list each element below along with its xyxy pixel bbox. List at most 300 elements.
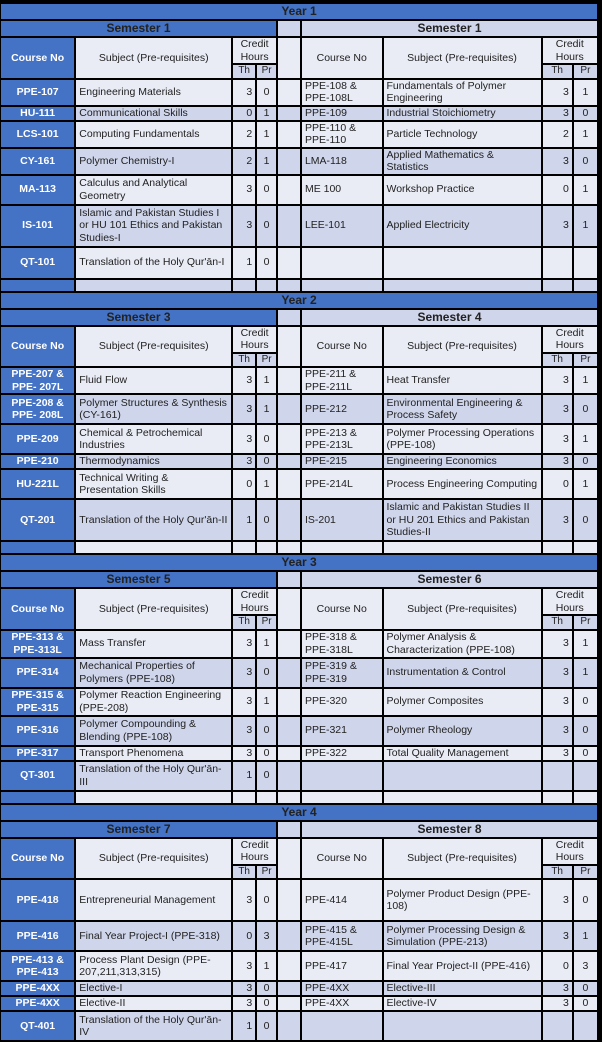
practical-hours-cell: 1	[574, 368, 597, 393]
practical-hours-cell: 0	[257, 1012, 276, 1040]
course-no-cell: PPE-4XX	[1, 997, 74, 1010]
practical-hours-cell: 3	[574, 952, 597, 980]
theory-hours-cell: 0	[233, 470, 255, 498]
practical-hours-cell: 0	[574, 717, 597, 745]
theory-hours-cell: 3	[233, 631, 255, 657]
theory-hours-cell: 2	[233, 149, 255, 174]
theory-hours-cell: 3	[233, 425, 255, 453]
practical-hours-cell: 0	[257, 248, 276, 278]
spacer	[278, 327, 300, 367]
subject-cell: Engineering Economics	[384, 455, 541, 468]
course-no-header-left: Course No	[1, 38, 74, 78]
semester-title-right: Semester 8	[302, 822, 597, 837]
theory-hours-cell: 1	[233, 762, 255, 790]
theory-hours-cell: 3	[233, 952, 255, 980]
theory-hours-cell: 3	[543, 659, 572, 687]
practical-hours-cell: 0	[257, 176, 276, 204]
course-no-cell: CY-161	[1, 149, 74, 174]
course-no-cell	[302, 1012, 382, 1040]
spacer	[278, 762, 300, 790]
credit-hours-header-left: Credit Hours	[233, 589, 276, 614]
course-row	[1, 80, 597, 105]
spacer	[278, 839, 300, 879]
theory-hours-cell: 3	[543, 395, 572, 423]
practical-hours-cell: 1	[574, 206, 597, 246]
course-no-cell: PPE-207 & PPE- 207L	[1, 368, 74, 393]
theory-hours-cell: 3	[233, 455, 255, 468]
theory-hours-cell	[543, 1012, 572, 1040]
subject-cell: Polymer Rheology	[384, 717, 541, 745]
practical-hours-cell: 0	[574, 455, 597, 468]
subject-cell: Islamic and Pakistan Studies I or HU 101 Ethics and Pakistan Studies-I	[76, 206, 231, 246]
practical-hours-cell: 0	[257, 997, 276, 1010]
course-no-cell: PPE-418	[1, 880, 74, 920]
theory-hours-cell: 3	[543, 425, 572, 453]
pr-header-left: Pr	[257, 866, 276, 879]
spacer	[278, 149, 300, 174]
subject-cell: Instrumentation & Control	[384, 659, 541, 687]
course-no-cell: PPE-209	[1, 425, 74, 453]
practical-hours-cell: 0	[257, 425, 276, 453]
subject-cell: Polymer Processing Design & Simulation (PPE-213)	[384, 922, 541, 950]
empty-cell	[302, 280, 382, 291]
year-table	[0, 553, 599, 805]
subject-cell: Thermodynamics	[76, 455, 231, 468]
course-no-cell: PPE-416	[1, 922, 74, 950]
practical-hours-cell	[574, 1012, 597, 1040]
course-row	[1, 1012, 597, 1040]
spacer	[278, 880, 300, 920]
course-row	[1, 922, 597, 950]
spacer	[278, 176, 300, 204]
empty-cell	[543, 792, 572, 803]
course-row	[1, 717, 597, 745]
subject-header-right: Subject (Pre-requisites)	[384, 589, 541, 629]
spacer	[278, 542, 300, 553]
course-no-cell: LMA-118	[302, 149, 382, 174]
subject-cell: Communicational Skills	[76, 107, 231, 120]
spacer	[278, 589, 300, 629]
course-no-cell: QT-301	[1, 762, 74, 790]
course-no-cell: PPE-318 & PPE-318L	[302, 631, 382, 657]
theory-hours-cell: 3	[233, 206, 255, 246]
theory-hours-cell: 3	[543, 982, 572, 995]
pr-header-right: Pr	[574, 354, 597, 367]
practical-hours-cell: 3	[257, 922, 276, 950]
empty-cell	[302, 542, 382, 553]
year-title: Year 1	[1, 4, 597, 19]
course-row	[1, 280, 597, 291]
semester-title-right: Semester 1	[302, 21, 597, 36]
theory-hours-cell: 3	[543, 107, 572, 120]
th-header-right: Th	[543, 616, 572, 629]
subject-cell: Elective-II	[76, 997, 231, 1010]
course-no-cell: QT-101	[1, 248, 74, 278]
theory-hours-cell: 3	[543, 455, 572, 468]
semester-title-right: Semester 6	[302, 572, 597, 587]
subject-cell: Process Engineering Computing	[384, 470, 541, 498]
course-no-cell: QT-201	[1, 500, 74, 540]
theory-hours-cell: 3	[233, 659, 255, 687]
practical-hours-cell: 1	[574, 176, 597, 204]
practical-hours-cell: 1	[574, 425, 597, 453]
semester-title-left: Semester 1	[1, 21, 276, 36]
subject-header-right: Subject (Pre-requisites)	[384, 38, 541, 78]
theory-hours-cell: 3	[543, 206, 572, 246]
theory-hours-cell	[543, 762, 572, 790]
spacer	[278, 952, 300, 980]
subject-cell	[384, 762, 541, 790]
theory-hours-cell: 0	[543, 470, 572, 498]
course-no-cell: PPE-212	[302, 395, 382, 423]
course-no-header-left: Course No	[1, 327, 74, 367]
spacer	[278, 368, 300, 393]
course-no-cell: QT-401	[1, 1012, 74, 1040]
subject-cell: Polymer Product Design (PPE-108)	[384, 880, 541, 920]
spacer	[278, 659, 300, 687]
course-no-cell: LCS-101	[1, 122, 74, 147]
theory-hours-cell: 3	[233, 80, 255, 105]
spacer	[278, 922, 300, 950]
empty-cell	[257, 280, 276, 291]
theory-hours-cell: 3	[543, 922, 572, 950]
subject-cell: Final Year Project-I (PPE-318)	[76, 922, 231, 950]
course-no-header-right: Course No	[302, 38, 382, 78]
credit-hours-header-right: Credit Hours	[543, 839, 597, 864]
theory-hours-cell: 3	[543, 689, 572, 715]
spacer	[278, 310, 300, 325]
course-no-header-left: Course No	[1, 839, 74, 879]
subject-cell: Elective-III	[384, 982, 541, 995]
subject-header-left: Subject (Pre-requisites)	[76, 38, 231, 78]
subject-cell: Industrial Stoichiometry	[384, 107, 541, 120]
course-row	[1, 248, 597, 278]
course-row	[1, 762, 597, 790]
theory-hours-cell: 3	[543, 80, 572, 105]
empty-cell	[1, 542, 74, 553]
th-header-left: Th	[233, 866, 255, 879]
course-no-cell: PPE-110 & PPE-110	[302, 122, 382, 147]
theory-hours-cell: 3	[543, 747, 572, 760]
subject-cell: Polymer Processing Operations (PPE-108)	[384, 425, 541, 453]
practical-hours-cell	[574, 248, 597, 278]
course-no-header-right: Course No	[302, 589, 382, 629]
practical-hours-cell: 1	[257, 395, 276, 423]
subject-cell: Polymer Reaction Engineering (PPE-208)	[76, 689, 231, 715]
subject-header-left: Subject (Pre-requisites)	[76, 839, 231, 879]
subject-cell: Heat Transfer	[384, 368, 541, 393]
course-no-cell: PPE-414	[302, 880, 382, 920]
spacer	[278, 997, 300, 1010]
practical-hours-cell: 1	[257, 689, 276, 715]
subject-cell: Final Year Project-II (PPE-416)	[384, 952, 541, 980]
practical-hours-cell: 1	[257, 952, 276, 980]
practical-hours-cell: 1	[257, 122, 276, 147]
course-no-cell: PPE-109	[302, 107, 382, 120]
spacer	[278, 470, 300, 498]
course-no-cell: PPE-315 & PPE-315	[1, 689, 74, 715]
year-table	[0, 2, 599, 293]
empty-cell	[1, 280, 74, 291]
course-no-header-right: Course No	[302, 327, 382, 367]
subject-cell: Engineering Materials	[76, 80, 231, 105]
subject-cell: Elective-IV	[384, 997, 541, 1010]
course-row	[1, 455, 597, 468]
empty-cell	[384, 280, 541, 291]
practical-hours-cell: 0	[257, 880, 276, 920]
spacer	[278, 1012, 300, 1040]
spacer	[278, 717, 300, 745]
credit-hours-header-left: Credit Hours	[233, 38, 276, 63]
spacer	[278, 689, 300, 715]
course-no-cell: IS-201	[302, 500, 382, 540]
course-row	[1, 880, 597, 920]
course-no-header-left: Course No	[1, 589, 74, 629]
credit-hours-header-right: Credit Hours	[543, 38, 597, 63]
year-title: Year 4	[1, 805, 597, 820]
course-row	[1, 206, 597, 246]
course-no-cell: PPE-317	[1, 747, 74, 760]
subject-cell: Translation of the Holy Qur'ān-II	[76, 500, 231, 540]
theory-hours-cell: 3	[233, 689, 255, 715]
practical-hours-cell: 0	[257, 659, 276, 687]
theory-hours-cell: 3	[543, 717, 572, 745]
course-no-cell: PPE-108 & PPE-108L	[302, 80, 382, 105]
spacer	[278, 792, 300, 803]
practical-hours-cell: 0	[574, 880, 597, 920]
subject-cell: Technical Writing & Presentation Skills	[76, 470, 231, 498]
empty-cell	[76, 280, 231, 291]
spacer	[278, 500, 300, 540]
year-table	[0, 291, 599, 556]
subject-cell: Computing Fundamentals	[76, 122, 231, 147]
practical-hours-cell: 0	[257, 982, 276, 995]
practical-hours-cell: 1	[574, 470, 597, 498]
empty-cell	[302, 792, 382, 803]
subject-header-left: Subject (Pre-requisites)	[76, 589, 231, 629]
theory-hours-cell: 3	[233, 368, 255, 393]
course-no-cell: PPE-415 & PPE-415L	[302, 922, 382, 950]
course-no-cell: PPE-208 & PPE- 208L	[1, 395, 74, 423]
subject-cell: Entrepreneurial Management	[76, 880, 231, 920]
subject-header-right: Subject (Pre-requisites)	[384, 839, 541, 879]
pr-header-right: Pr	[574, 866, 597, 879]
course-no-cell: PPE-316	[1, 717, 74, 745]
theory-hours-cell: 3	[233, 880, 255, 920]
practical-hours-cell: 0	[574, 689, 597, 715]
th-header-right: Th	[543, 866, 572, 879]
subject-cell	[384, 1012, 541, 1040]
spacer	[278, 822, 300, 837]
course-no-cell: MA-113	[1, 176, 74, 204]
pr-header-right: Pr	[574, 616, 597, 629]
subject-cell: Process Plant Design (PPE-207,211,313,315)	[76, 952, 231, 980]
theory-hours-cell: 3	[543, 997, 572, 1010]
course-no-cell: PPE-214L	[302, 470, 382, 498]
subject-cell: Fundamentals of Polymer Engineering	[384, 80, 541, 105]
theory-hours-cell: 3	[543, 631, 572, 657]
subject-cell: Workshop Practice	[384, 176, 541, 204]
spacer	[278, 122, 300, 147]
theory-hours-cell	[543, 248, 572, 278]
practical-hours-cell: 0	[574, 395, 597, 423]
spacer	[278, 280, 300, 291]
theory-hours-cell: 1	[233, 500, 255, 540]
practical-hours-cell: 0	[574, 982, 597, 995]
subject-cell	[384, 248, 541, 278]
practical-hours-cell: 1	[574, 80, 597, 105]
pr-header-left: Pr	[257, 354, 276, 367]
subject-cell: Translation of the Holy Qur'ān-IV	[76, 1012, 231, 1040]
course-row	[1, 149, 597, 174]
practical-hours-cell: 1	[257, 631, 276, 657]
course-row	[1, 952, 597, 980]
practical-hours-cell: 0	[257, 455, 276, 468]
course-no-cell: PPE-314	[1, 659, 74, 687]
practical-hours-cell: 1	[574, 631, 597, 657]
empty-cell	[233, 542, 255, 553]
practical-hours-cell: 0	[574, 997, 597, 1010]
course-row	[1, 107, 597, 120]
course-row	[1, 997, 597, 1010]
course-row	[1, 689, 597, 715]
course-row	[1, 631, 597, 657]
empty-cell	[543, 542, 572, 553]
semester-title-left: Semester 5	[1, 572, 276, 587]
course-no-cell	[302, 762, 382, 790]
spacer	[278, 80, 300, 105]
subject-cell: Translation of the Holy Qur'ān-III	[76, 762, 231, 790]
subject-header-right: Subject (Pre-requisites)	[384, 327, 541, 367]
course-row	[1, 470, 597, 498]
subject-cell: Elective-I	[76, 982, 231, 995]
course-no-cell: PPE-4XX	[1, 982, 74, 995]
course-no-cell	[302, 248, 382, 278]
practical-hours-cell: 0	[257, 717, 276, 745]
subject-cell: Particle Technology	[384, 122, 541, 147]
spacer	[278, 21, 300, 36]
practical-hours-cell: 1	[574, 122, 597, 147]
spacer	[278, 425, 300, 453]
subject-cell: Polymer Chemistry-I	[76, 149, 231, 174]
subject-cell: Total Quality Management	[384, 747, 541, 760]
pr-header-left: Pr	[257, 616, 276, 629]
spacer	[278, 107, 300, 120]
theory-hours-cell: 1	[233, 248, 255, 278]
empty-cell	[574, 792, 597, 803]
practical-hours-cell: 0	[574, 747, 597, 760]
course-no-cell: ME 100	[302, 176, 382, 204]
empty-cell	[384, 542, 541, 553]
practical-hours-cell: 0	[257, 747, 276, 760]
course-no-cell: PPE-213 & PPE-213L	[302, 425, 382, 453]
subject-cell: Fluid Flow	[76, 368, 231, 393]
theory-hours-cell: 3	[233, 997, 255, 1010]
course-no-cell: PPE-413 & PPE-413	[1, 952, 74, 980]
theory-hours-cell: 3	[233, 176, 255, 204]
course-row	[1, 792, 597, 803]
empty-cell	[257, 542, 276, 553]
subject-cell: Mass Transfer	[76, 631, 231, 657]
practical-hours-cell: 1	[257, 107, 276, 120]
spacer	[278, 38, 300, 78]
practical-hours-cell: 0	[574, 149, 597, 174]
course-no-cell: PPE-322	[302, 747, 382, 760]
course-no-header-right: Course No	[302, 839, 382, 879]
theory-hours-cell: 2	[543, 122, 572, 147]
course-row	[1, 747, 597, 760]
practical-hours-cell	[574, 762, 597, 790]
credit-hours-header-left: Credit Hours	[233, 327, 276, 352]
practical-hours-cell: 0	[257, 206, 276, 246]
theory-hours-cell: 3	[543, 149, 572, 174]
spacer	[278, 206, 300, 246]
credit-hours-header-right: Credit Hours	[543, 327, 597, 352]
spacer	[278, 455, 300, 468]
practical-hours-cell: 0	[257, 80, 276, 105]
semester-title-left: Semester 7	[1, 822, 276, 837]
year-title: Year 3	[1, 555, 597, 570]
course-row	[1, 176, 597, 204]
spacer	[278, 248, 300, 278]
course-no-cell: PPE-210	[1, 455, 74, 468]
empty-cell	[574, 542, 597, 553]
empty-cell	[1, 792, 74, 803]
course-no-cell: PPE-4XX	[302, 997, 382, 1010]
subject-cell: Mechanical Properties of Polymers (PPE-108)	[76, 659, 231, 687]
subject-cell: Polymer Composites	[384, 689, 541, 715]
subject-cell: Polymer Analysis & Characterization (PPE-108)	[384, 631, 541, 657]
empty-cell	[76, 542, 231, 553]
practical-hours-cell: 0	[257, 500, 276, 540]
course-row	[1, 659, 597, 687]
semester-title-left: Semester 3	[1, 310, 276, 325]
subject-cell: Polymer Compounding & Blending (PPE-108)	[76, 717, 231, 745]
course-no-cell: PPE-417	[302, 952, 382, 980]
subject-cell: Translation of the Holy Qur'ān-I	[76, 248, 231, 278]
practical-hours-cell: 1	[574, 922, 597, 950]
empty-cell	[543, 280, 572, 291]
course-no-cell: PPE-211 & PPE-211L	[302, 368, 382, 393]
semester-title-right: Semester 4	[302, 310, 597, 325]
pr-header-left: Pr	[257, 65, 276, 78]
theory-hours-cell: 3	[543, 500, 572, 540]
subject-header-left: Subject (Pre-requisites)	[76, 327, 231, 367]
course-no-cell: PPE-319 & PPE-319	[302, 659, 382, 687]
subject-cell: Applied Mathematics & Statistics	[384, 149, 541, 174]
th-header-left: Th	[233, 65, 255, 78]
course-row	[1, 542, 597, 553]
empty-cell	[233, 792, 255, 803]
theory-hours-cell: 1	[233, 1012, 255, 1040]
theory-hours-cell: 0	[233, 922, 255, 950]
theory-hours-cell: 0	[543, 952, 572, 980]
empty-cell	[233, 280, 255, 291]
course-no-cell: HU-221L	[1, 470, 74, 498]
empty-cell	[384, 792, 541, 803]
practical-hours-cell: 0	[574, 107, 597, 120]
course-no-cell: PPE-321	[302, 717, 382, 745]
pr-header-right: Pr	[574, 65, 597, 78]
course-no-cell: PPE-107	[1, 80, 74, 105]
practical-hours-cell: 0	[574, 500, 597, 540]
th-header-right: Th	[543, 354, 572, 367]
spacer	[278, 982, 300, 995]
theory-hours-cell: 2	[233, 122, 255, 147]
credit-hours-header-left: Credit Hours	[233, 839, 276, 864]
th-header-left: Th	[233, 354, 255, 367]
subject-cell: Calculus and Analytical Geometry	[76, 176, 231, 204]
